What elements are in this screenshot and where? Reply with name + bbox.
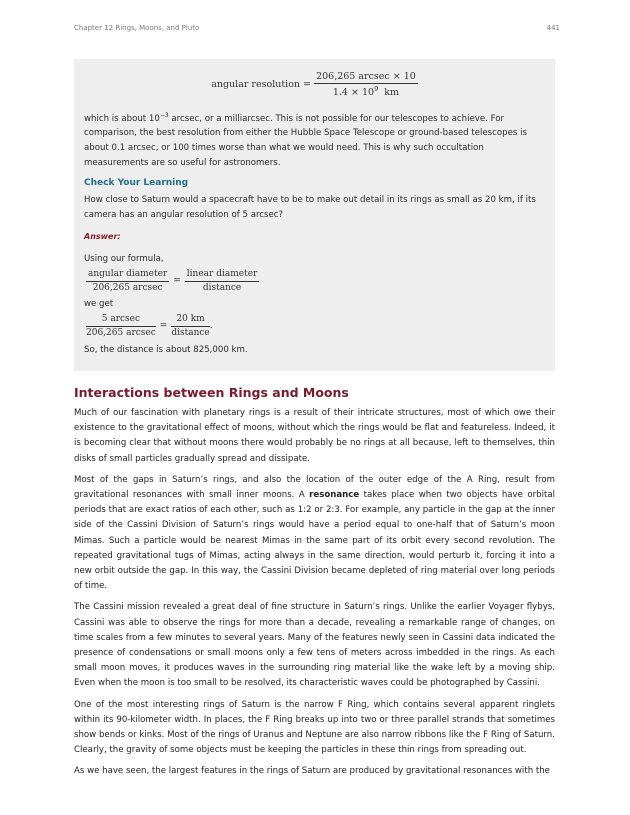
equation-fraction xyxy=(314,71,418,98)
substituted-equation: $\frac{\text{5 arcsec}}{\text{206,265 arcsec}}$ = $\frac{20 km}{\text{distance}}$ . xyxy=(86,313,213,338)
paragraph: Most of the gaps in Saturn’s rings, and also the location of the outer edge of the A Ring, result from gravitational resonances with small inner moons. A resonance takes place when two objects have orbital periods that are exact ratios of each other, such as 1:2 or 2:3. For example, any particle in the gap at the inner side of the Cassini Division of Saturn’s rings would have a period equal to one-half that of Saturn’s moon Mimas. Such a particle would be nearest Mimas in the same part of its orbit every second revolution. The repeated gravitational tugs of Mimas, acting always in the same direction, would perturb it, forcing it into a new orbit outside the gap. In this way, the Cassini Division became depleted of ring material over long periods of time. xyxy=(74,474,555,592)
exponent: −3 xyxy=(159,112,169,119)
substituted-left-fraction: $\frac{\text{5 arcsec}}{\text{206,265 arcsec}}$ xyxy=(86,313,156,338)
paragraph: One of the most interesting rings of Saturn is the narrow F Ring, which contains several apparent ringlets within its 90-kilometer width. In places, the F Ring breaks up into two or three parallel strands that sometimes show bends or kinks. Most of the rings of Uranus and Neptune are also narrow ribbons like the F Ring of Saturn. Clearly, the gravity of some objects must be keeping the particles in these thin rings from spreading out. xyxy=(74,699,555,756)
section-body xyxy=(74,406,555,786)
formula-left-fraction: $\frac{\text{angular diameter}}{\text{206,265 arcsec}}$ xyxy=(88,269,168,294)
paragraph: As we have seen, the largest features in the rings of Saturn are produced by gravitational resonances with the xyxy=(74,766,550,777)
equation-numerator: 206,265 arcsec × 10 xyxy=(316,71,416,82)
paragraph: The Cassini mission revealed a great deal of fine structure in Saturn’s rings. Unlike the earlier Voyager flybys, Cassini was able to observe the rings for more than a decade, revealing a remarkable range of changes, on time scales from a few minutes to several years. Many of the features newly seen in Cassini data indicated the presence of condensations or small moons only a few tens of meters across imbedded in the rings. As each small moon moves, it produces waves in the surrounding ring material like the wake left by a moving ship. Even when the moon is too small to be resolved, its characteristic waves could be photographed by Cassini. xyxy=(74,602,555,689)
answer-conclusion: So, the distance is about 825,000 km. xyxy=(84,344,248,355)
answer-intro: Using our formula, xyxy=(84,254,164,265)
page-number: 441 xyxy=(546,24,560,32)
example-paragraph: which is about $10^{-3}$ arcsec, or a milliarcsec. This is not possible for our telescopes to achieve. For comparison, the best resolution from either the Hubble Space Telescope or ground-based telescopes is about 0.1 arcsec, or 100 times worse than what we would need. This is why such occultation measurements are so useful for astronomers. xyxy=(84,112,527,168)
check-your-learning-title: Check Your Learning xyxy=(84,178,189,189)
key-term: resonance xyxy=(309,490,360,501)
equation-lhs: angular resolution = xyxy=(211,79,312,91)
equation-denominator: $1.4 \times 10^9$ km xyxy=(332,85,400,99)
check-question: How close to Saturn would a spacecraft have to be to make out detail in its rings as small as 20 km, if its camera has an angular resolution of 5 arcsec? xyxy=(84,195,536,220)
substituted-right-fraction: $\frac{20 km}{\text{distance}}$ xyxy=(171,313,210,338)
formula-equation: $\frac{\text{angular diameter}}{\text{206,265 arcsec}}$ = $\frac{\text{linear diameter}}{\text{distance}}$ xyxy=(88,269,258,294)
answer-step: we get xyxy=(84,299,114,310)
resolution-equation xyxy=(84,71,545,103)
exponent: 9 xyxy=(374,85,379,93)
paragraph: Much of our fascination with planetary rings is a result of their intricate structures, most of which owe their existence to the gravitational effect of moons, without which the rings would be flat and featureless. Indeed, it is becoming clear that without moons there would probably be no rings at all because, left to themselves, thin disks of small particles gradually spread and dissipate. xyxy=(74,408,555,464)
formula-right-fraction: $\frac{\text{linear diameter}}{\text{distance}}$ xyxy=(186,269,258,294)
chapter-title: Chapter 12 Rings, Moons, and Pluto xyxy=(74,24,200,32)
example-box xyxy=(74,59,555,371)
running-header xyxy=(74,24,560,32)
answer-label: Answer: xyxy=(84,232,121,242)
section-heading: Interactions between Rings and Moons xyxy=(74,385,349,400)
